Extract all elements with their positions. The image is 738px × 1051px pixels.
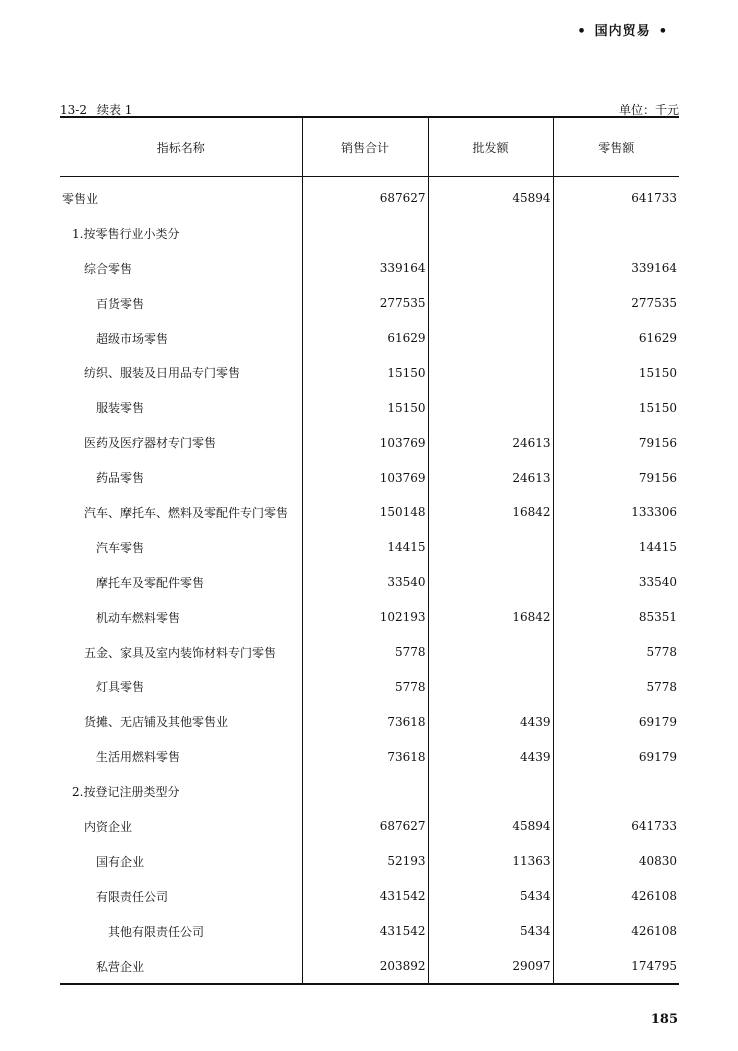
cell-total-sales: 73618 xyxy=(302,704,428,739)
table-row xyxy=(60,251,679,286)
cell-total-sales: 73618 xyxy=(302,739,428,774)
row-label: 超级市场零售 xyxy=(96,331,169,346)
table-row xyxy=(60,565,679,600)
table-row xyxy=(60,669,679,704)
data-table xyxy=(60,116,679,985)
row-label: 汽车零售 xyxy=(96,540,145,555)
cell-wholesale xyxy=(428,390,553,425)
cell-total-sales: 14415 xyxy=(302,530,428,565)
cell-retail: 15150 xyxy=(553,355,679,390)
table-row xyxy=(60,635,679,670)
cell-retail: 85351 xyxy=(553,600,679,635)
cell-wholesale: 24613 xyxy=(428,425,553,460)
cell-total-sales: 15150 xyxy=(302,390,428,425)
cell-retail: 174795 xyxy=(553,949,679,985)
row-label: 汽车、摩托车、燃料及零配件专门零售 xyxy=(84,505,289,520)
cell-wholesale xyxy=(428,321,553,356)
row-label: 私营企业 xyxy=(96,959,145,974)
cell-total-sales: 102193 xyxy=(302,600,428,635)
cell-total-sales: 687627 xyxy=(302,809,428,844)
table-row xyxy=(60,844,679,879)
table-row xyxy=(60,949,679,985)
section-title: 国内贸易 xyxy=(594,24,651,39)
table-row xyxy=(60,216,679,251)
cell-retail: 40830 xyxy=(553,844,679,879)
cell-wholesale: 5434 xyxy=(428,879,553,914)
cell-retail xyxy=(553,774,679,809)
row-label: 五金、家具及室内装饰材料专门零售 xyxy=(84,645,277,660)
cell-total-sales: 103769 xyxy=(302,460,428,495)
cell-retail: 69179 xyxy=(553,739,679,774)
cell-wholesale: 4439 xyxy=(428,739,553,774)
cell-retail: 641733 xyxy=(553,177,679,216)
cell-total-sales: 5778 xyxy=(302,635,428,670)
running-head xyxy=(569,20,676,39)
row-label: 零售业 xyxy=(62,191,99,206)
cell-retail: 79156 xyxy=(553,460,679,495)
cell-retail: 426108 xyxy=(553,914,679,949)
row-label: 灯具零售 xyxy=(96,680,145,695)
row-label: 其他有限责任公司 xyxy=(108,924,205,939)
row-label: 有限责任公司 xyxy=(96,889,169,904)
table-row xyxy=(60,495,679,530)
cell-wholesale: 5434 xyxy=(428,914,553,949)
table-row xyxy=(60,879,679,914)
cell-total-sales xyxy=(302,216,428,251)
cell-total-sales: 203892 xyxy=(302,949,428,985)
table-row xyxy=(60,286,679,321)
cell-total-sales xyxy=(302,774,428,809)
cell-retail: 133306 xyxy=(553,495,679,530)
table-row xyxy=(60,739,679,774)
table-row xyxy=(60,425,679,460)
cell-total-sales: 5778 xyxy=(302,669,428,704)
table-number: 13-2 xyxy=(60,103,87,117)
bullet-dot-right: • xyxy=(658,24,668,39)
cell-total-sales: 431542 xyxy=(302,879,428,914)
column-header-total-sales: 销售合计 xyxy=(302,117,428,177)
cell-retail: 641733 xyxy=(553,809,679,844)
cell-retail: 15150 xyxy=(553,390,679,425)
table-body xyxy=(60,177,679,985)
row-label: 医药及医疗器材专门零售 xyxy=(84,436,217,451)
table-row xyxy=(60,704,679,739)
cell-wholesale xyxy=(428,216,553,251)
cell-wholesale: 45894 xyxy=(428,809,553,844)
cell-total-sales: 103769 xyxy=(302,425,428,460)
cell-total-sales: 33540 xyxy=(302,565,428,600)
cell-total-sales: 150148 xyxy=(302,495,428,530)
table-row xyxy=(60,460,679,495)
table-row xyxy=(60,530,679,565)
column-header-wholesale: 批发额 xyxy=(428,117,553,177)
row-label: 摩托车及零配件零售 xyxy=(96,575,205,590)
row-label: 货摊、无店铺及其他零售业 xyxy=(84,715,229,730)
cell-wholesale: 11363 xyxy=(428,844,553,879)
page-number: 185 xyxy=(650,1012,678,1027)
header-row xyxy=(60,117,679,177)
cell-wholesale xyxy=(428,635,553,670)
cell-retail: 339164 xyxy=(553,251,679,286)
continued-label: 续表 1 xyxy=(96,103,133,117)
cell-retail: 69179 xyxy=(553,704,679,739)
cell-wholesale xyxy=(428,286,553,321)
table-row xyxy=(60,321,679,356)
cell-wholesale xyxy=(428,251,553,286)
cell-retail: 277535 xyxy=(553,286,679,321)
cell-wholesale: 24613 xyxy=(428,460,553,495)
cell-wholesale: 29097 xyxy=(428,949,553,985)
row-label: 药品零售 xyxy=(96,471,145,486)
table-row xyxy=(60,355,679,390)
table-row xyxy=(60,600,679,635)
cell-wholesale: 45894 xyxy=(428,177,553,216)
cell-wholesale: 4439 xyxy=(428,704,553,739)
cell-total-sales: 687627 xyxy=(302,177,428,216)
cell-retail: 33540 xyxy=(553,565,679,600)
column-header-indicator: 指标名称 xyxy=(60,117,302,177)
cell-wholesale: 16842 xyxy=(428,495,553,530)
table-row xyxy=(60,390,679,425)
cell-wholesale: 16842 xyxy=(428,600,553,635)
cell-total-sales: 277535 xyxy=(302,286,428,321)
row-label: 内资企业 xyxy=(84,819,133,834)
cell-total-sales: 15150 xyxy=(302,355,428,390)
cell-wholesale xyxy=(428,774,553,809)
row-label: 服装零售 xyxy=(96,401,145,416)
table-row xyxy=(60,809,679,844)
cell-total-sales: 61629 xyxy=(302,321,428,356)
table-row xyxy=(60,774,679,809)
unit-label: 单位：千元 xyxy=(618,103,679,117)
cell-wholesale xyxy=(428,355,553,390)
cell-retail: 5778 xyxy=(553,669,679,704)
cell-retail: 14415 xyxy=(553,530,679,565)
cell-retail xyxy=(553,216,679,251)
row-label: 综合零售 xyxy=(84,261,133,276)
row-label: 纺织、服装及日用品专门零售 xyxy=(84,366,241,381)
cell-retail: 5778 xyxy=(553,635,679,670)
row-label: 国有企业 xyxy=(96,854,145,869)
column-header-retail: 零售额 xyxy=(553,117,679,177)
row-label: 机动车燃料零售 xyxy=(96,610,181,625)
bullet-dot-left: • xyxy=(577,24,587,39)
cell-retail: 61629 xyxy=(553,321,679,356)
cell-wholesale xyxy=(428,530,553,565)
row-label: 1.按零售行业小类分 xyxy=(72,226,180,241)
cell-retail: 79156 xyxy=(553,425,679,460)
cell-wholesale xyxy=(428,669,553,704)
row-label: 百货零售 xyxy=(96,296,145,311)
cell-total-sales: 431542 xyxy=(302,914,428,949)
row-label: 生活用燃料零售 xyxy=(96,750,181,765)
cell-wholesale xyxy=(428,565,553,600)
row-label: 2.按登记注册类型分 xyxy=(72,785,180,800)
cell-total-sales: 339164 xyxy=(302,251,428,286)
table-row xyxy=(60,914,679,949)
table-row xyxy=(60,177,679,216)
cell-retail: 426108 xyxy=(553,879,679,914)
cell-total-sales: 52193 xyxy=(302,844,428,879)
